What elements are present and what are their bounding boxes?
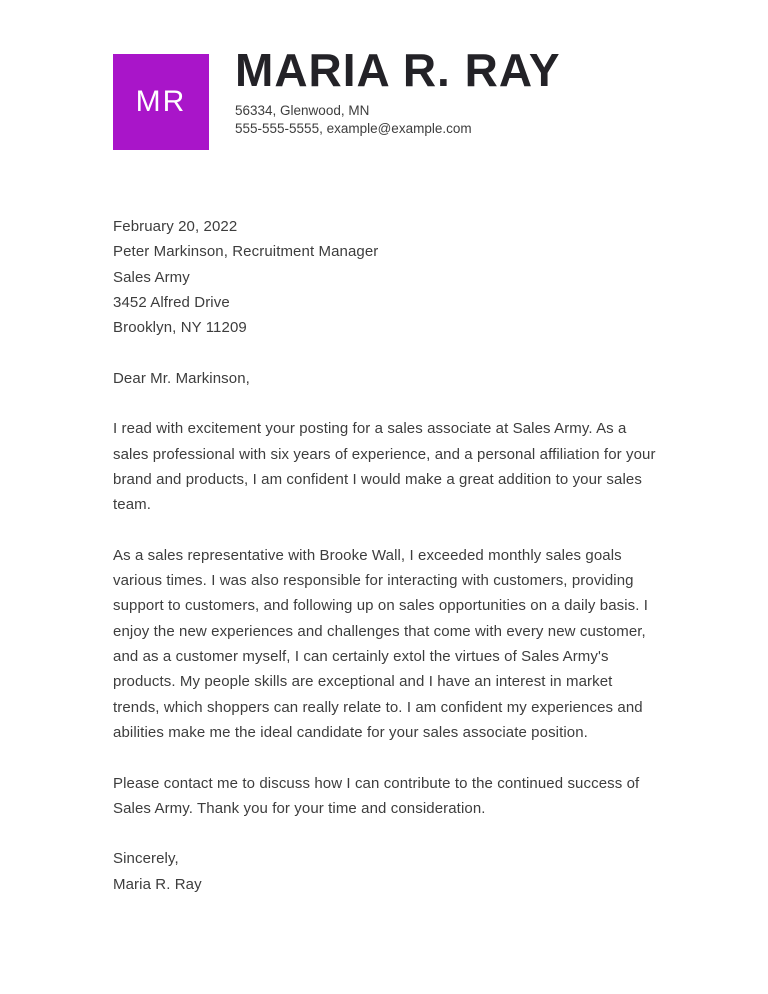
letter-paragraph: Please contact me to discuss how I can contribute to the continued success of Sales Army. Thank you for your time and consideration. — [113, 774, 640, 817]
recipient-line: Brooklyn, NY 11209 — [113, 319, 247, 337]
monogram-badge — [113, 54, 209, 150]
letter-body — [113, 214, 658, 897]
recipient-line: Sales Army — [113, 268, 190, 286]
recipient-line: 3452 Alfred Drive — [113, 293, 230, 311]
phone-email-line: 555-555-5555, example@example.com — [235, 120, 472, 136]
closing: Sincerely, — [113, 850, 179, 868]
salutation: Dear Mr. Markinson, — [113, 369, 250, 387]
recipient-line: Peter Markinson, Recruitment Manager — [113, 243, 379, 261]
monogram-initials: MR — [135, 85, 187, 118]
letter-paragraph: I read with excitement your posting for a sales associate at Sales Army. As a sales professional with six years of experience, and a personal affiliation for your brand and products, I am confident I would make a great addition to your sales team. — [113, 420, 656, 514]
letter-date: February 20, 2022 — [113, 218, 238, 235]
signature-name: Maria R. Ray — [113, 875, 202, 893]
contact-block — [235, 102, 561, 137]
name-block — [235, 44, 561, 137]
letter-paragraph: As a sales representative with Brooke Wall, I exceeded monthly sales goals various times. I was also responsible for interacting with customers, providing support to customers, and following up on sales opportunities on a daily basis. I enjoy the new experiences and challenges that come with every new customer, and as a customer myself, I can certainly extol the virtues of Sales Army's products. My people skills are exceptional and I have an interest in market trends, which shoppers can really relate to. I am confident my experiences and abilities make me the ideal candidate for your sales associate position. — [113, 546, 649, 741]
applicant-name: MARIA R. RAY — [235, 44, 561, 96]
address-line: 56334, Glenwood, MN — [235, 103, 370, 118]
letter-header — [113, 44, 658, 150]
